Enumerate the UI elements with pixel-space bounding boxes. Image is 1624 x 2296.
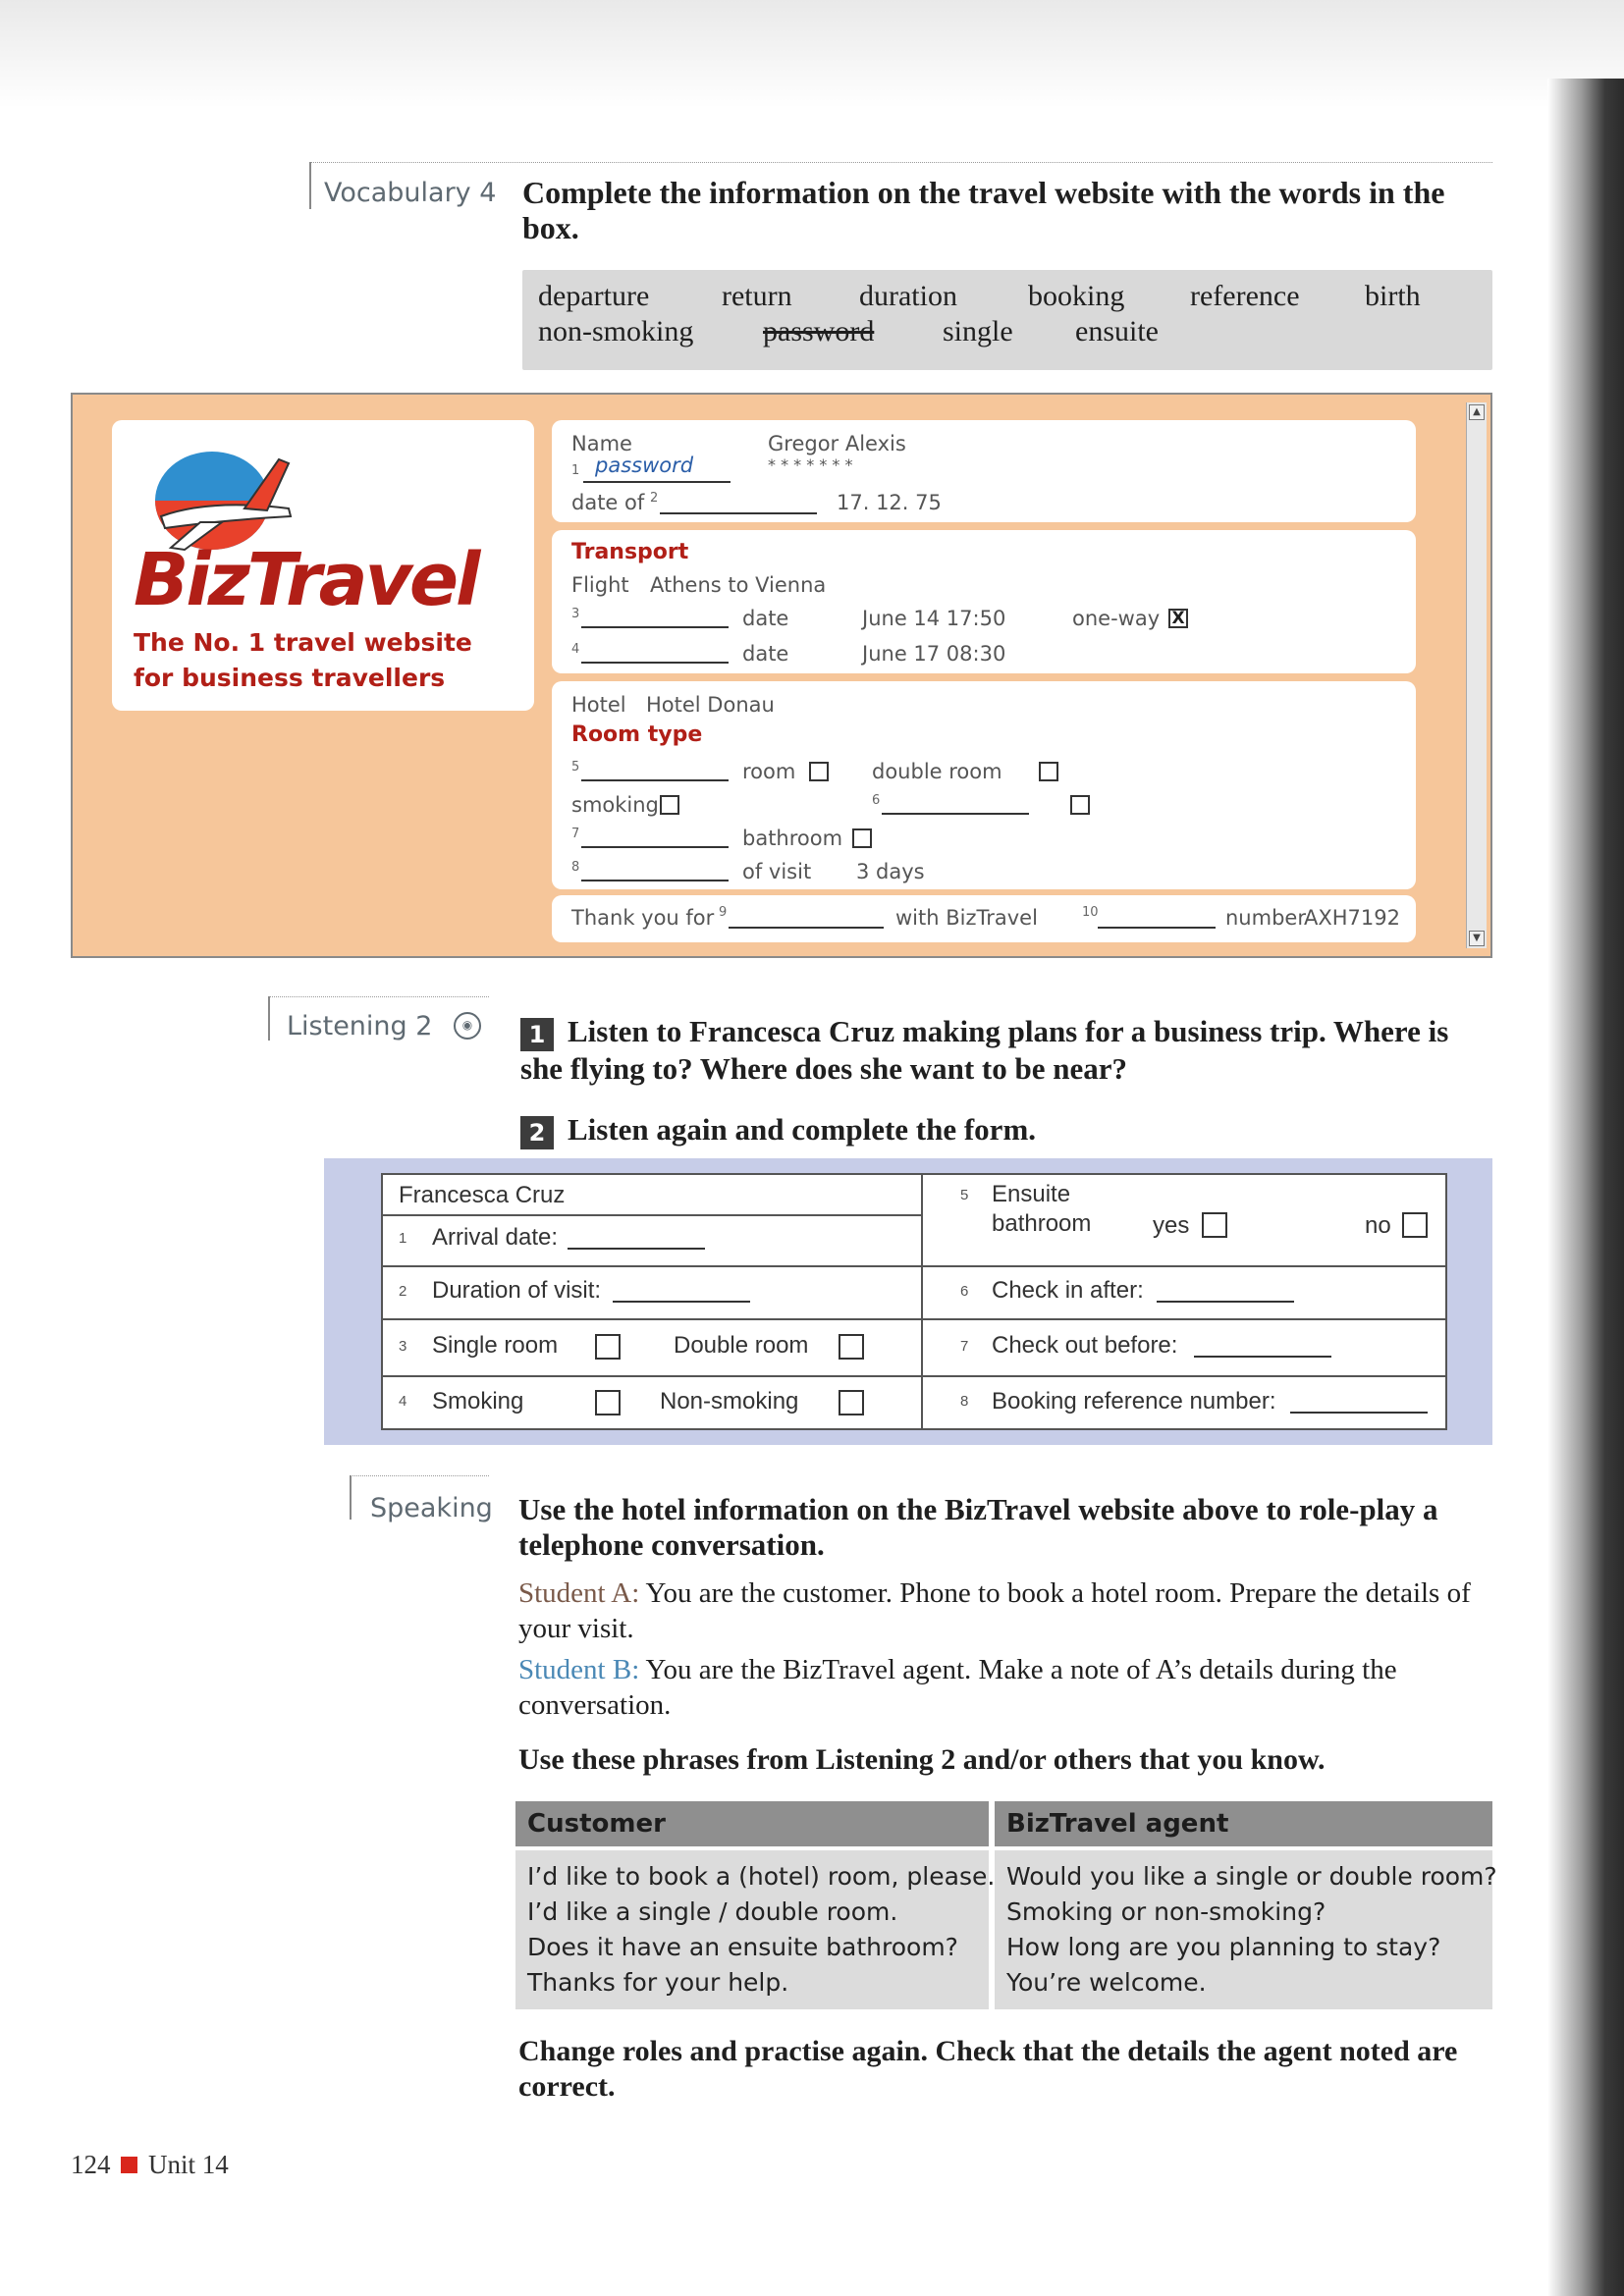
reference-value: AXH7192 — [1304, 906, 1400, 930]
ensuite-yes-checkbox[interactable] — [1202, 1212, 1227, 1238]
check-in-blank[interactable] — [1157, 1301, 1294, 1303]
word-duration: duration — [859, 280, 957, 312]
vocabulary-label: Vocabulary 4 — [324, 178, 497, 208]
student-b-text: You are the BizTravel agent. Make a note of A’s details during the conversation. — [518, 1654, 1397, 1721]
no-label: no — [1365, 1212, 1391, 1239]
listening-form — [381, 1173, 1447, 1430]
task-2-text: Listen again and complete the form. — [568, 1112, 1037, 1147]
word-reference: reference — [1190, 280, 1300, 312]
customer-header: Customer — [527, 1809, 666, 1839]
speaking-label: Speaking — [370, 1493, 493, 1523]
book-spine-shadow — [1547, 79, 1624, 2296]
date-of-label: date of — [571, 491, 645, 514]
answer-line-1 — [583, 481, 731, 483]
listening-task-1 — [520, 1014, 1492, 1087]
name-label: Name — [571, 432, 632, 455]
customer-header-cell — [515, 1801, 989, 1846]
hotel-label: Hotel — [571, 693, 626, 717]
listening-task-2 — [520, 1112, 1492, 1149]
customer-phrase-2: I’d like a single / double room. — [527, 1897, 898, 1926]
answer-line-5[interactable] — [581, 779, 729, 781]
duration-blank[interactable] — [613, 1301, 750, 1303]
thank-you-label: Thank you for — [571, 906, 715, 930]
booking-ref-label: Booking reference number: — [992, 1388, 1276, 1415]
date-value-2: June 17 08:30 — [862, 642, 1006, 666]
vocabulary-rule — [309, 162, 1492, 163]
yes-label: yes — [1153, 1212, 1190, 1239]
agent-phrases-cell — [995, 1850, 1497, 2009]
student-a-text: You are the customer. Phone to book a hotel room. Prepare the details of your visit. — [518, 1577, 1471, 1644]
non-smoking-checkbox[interactable] — [839, 1390, 864, 1415]
bathroom-checkbox[interactable] — [852, 828, 872, 848]
ensuite-no-checkbox[interactable] — [1402, 1212, 1428, 1238]
non-smoking-label: Non-smoking — [660, 1388, 799, 1415]
answer-line-9[interactable] — [729, 927, 884, 929]
customer-phrase-1: I’d like to book a (hotel) room, please. — [527, 1862, 996, 1891]
check-in-label: Check in after: — [992, 1277, 1144, 1304]
page-number: 124 — [71, 2150, 111, 2179]
transport-title: Transport — [571, 540, 689, 564]
answer-line-3[interactable] — [581, 626, 729, 628]
unit-label: Unit 14 — [148, 2150, 229, 2179]
blank-number-4: 4 — [571, 642, 580, 657]
answer-line-7[interactable] — [581, 846, 729, 848]
word-box — [522, 270, 1492, 370]
blank-number-1: 1 — [571, 463, 580, 478]
check-out-label: Check out before: — [992, 1332, 1178, 1359]
check-out-blank[interactable] — [1194, 1356, 1331, 1358]
word-departure: departure — [538, 280, 650, 312]
audio-cd-icon: ◉ — [454, 1012, 481, 1040]
blank-number-10: 10 — [1082, 905, 1099, 920]
agent-header-cell — [995, 1801, 1492, 1846]
scroll-down-arrow-icon[interactable]: ▼ — [1469, 931, 1485, 946]
smoking-checkbox[interactable] — [660, 795, 679, 815]
word-non-smoking: non-smoking — [538, 315, 694, 347]
page-footer — [71, 2150, 229, 2180]
biztravel-website — [71, 393, 1492, 958]
double-room-label: double room — [872, 760, 1002, 783]
bathroom-label: bathroom — [992, 1210, 1092, 1237]
room-label: room — [742, 760, 796, 783]
answer-line-10[interactable] — [1098, 927, 1216, 929]
blank-number-9: 9 — [719, 905, 728, 920]
ensuite-label: Ensuite — [992, 1181, 1071, 1207]
flight-value: Athens to Vienna — [650, 573, 827, 597]
word-birth: birth — [1365, 280, 1421, 312]
student-b-label: Student B: — [518, 1654, 640, 1685]
oneway-label: one-way — [1072, 607, 1161, 630]
agent-phrase-1: Would you like a single or double room? — [1006, 1862, 1497, 1891]
form-line-4 — [383, 1375, 1445, 1377]
name-value: Gregor Alexis — [768, 432, 906, 455]
listening-rule — [268, 996, 489, 997]
answer-line-2[interactable] — [660, 512, 817, 514]
student-a-paragraph — [518, 1575, 1490, 1646]
oneway-checkbox[interactable]: X — [1168, 609, 1188, 628]
tagline-line-2: for business travellers — [134, 664, 446, 692]
scan-top-shadow — [0, 0, 1624, 108]
hotel-value: Hotel Donau — [646, 693, 775, 717]
single-room-checkbox[interactable] — [595, 1334, 621, 1360]
booking-ref-blank[interactable] — [1290, 1412, 1428, 1414]
word-single: single — [943, 315, 1013, 347]
closing-instruction: Change roles and practise again. Check that the details the agent noted are correct. — [518, 2035, 1458, 2103]
room-checkbox[interactable] — [809, 762, 829, 781]
birth-value: 17. 12. 75 — [837, 491, 942, 514]
task-1-text: Listen to Francesca Cruz making plans for a business trip. Where is she flying to? Where does she want to be near? — [520, 1014, 1449, 1086]
smoking-checkbox[interactable] — [595, 1390, 621, 1415]
customer-phrase-3: Does it have an ensuite bathroom? — [527, 1933, 958, 1961]
word-ensuite: ensuite — [1075, 315, 1159, 347]
number-label: number — [1225, 906, 1306, 930]
form-name: Francesca Cruz — [399, 1182, 566, 1208]
double-room-label: Double room — [674, 1332, 809, 1359]
arrival-blank[interactable] — [568, 1248, 705, 1250]
date-value-1: June 14 17:50 — [862, 607, 1006, 630]
answer-1-handwritten: password — [595, 454, 694, 477]
room-type-title: Room type — [571, 722, 703, 747]
date-label-1: date — [742, 607, 789, 630]
biztravel-logo-text: BizTravel — [134, 538, 478, 622]
double-room-checkbox[interactable] — [1039, 762, 1058, 781]
answer-6-checkbox[interactable] — [1070, 795, 1090, 815]
blank-number-8: 8 — [571, 860, 580, 875]
visit-value: 3 days — [856, 860, 925, 883]
flight-label: Flight — [571, 573, 629, 597]
vocabulary-instruction: Complete the information on the travel website with the words in the box. — [522, 175, 1445, 245]
form-line-2 — [383, 1265, 1445, 1267]
customer-phrases-cell — [515, 1850, 996, 2009]
blank-number-6: 6 — [872, 793, 881, 808]
blank-number-7: 7 — [571, 827, 580, 841]
phrases-instruction: Use these phrases from Listening 2 and/or others that you know. — [518, 1743, 1326, 1776]
answer-line-8[interactable] — [581, 880, 729, 881]
answer-line-6[interactable] — [882, 813, 1029, 815]
form-number-5: 5 — [960, 1187, 969, 1203]
form-number-1: 1 — [399, 1230, 407, 1247]
scroll-up-arrow-icon[interactable]: ▲ — [1469, 404, 1485, 420]
word-password: password — [763, 315, 875, 347]
duration-label: Duration of visit: — [432, 1277, 602, 1304]
of-visit-label: of visit — [742, 860, 812, 883]
single-room-label: Single room — [432, 1332, 559, 1359]
blank-number-5: 5 — [571, 760, 580, 774]
form-divider-vertical — [921, 1175, 923, 1428]
form-number-2: 2 — [399, 1283, 407, 1300]
form-number-4: 4 — [399, 1393, 407, 1410]
with-biztravel-label: with BizTravel — [895, 906, 1038, 930]
task-1-number: 1 — [520, 1018, 554, 1051]
customer-phrase-4: Thanks for your help. — [527, 1968, 789, 1997]
form-number-3: 3 — [399, 1338, 407, 1355]
hotel-panel — [552, 681, 1416, 889]
form-number-8: 8 — [960, 1393, 969, 1410]
word-booking: booking — [1028, 280, 1125, 312]
form-line-1 — [383, 1214, 921, 1216]
task-2-number: 2 — [520, 1116, 554, 1149]
smoking-label: smoking — [571, 793, 659, 817]
word-return: return — [722, 280, 792, 312]
logo-panel — [112, 420, 534, 711]
date-label-2: date — [742, 642, 789, 666]
confirmation-panel — [552, 895, 1416, 942]
blank-number-3: 3 — [571, 607, 580, 621]
speaking-bar — [350, 1475, 352, 1520]
listening-label: Listening 2 — [287, 1011, 433, 1041]
speaking-instruction: Use the hotel information on the BizTravel website above to role-play a telephone conversation. — [518, 1492, 1438, 1562]
student-b-paragraph — [518, 1652, 1490, 1723]
agent-phrase-2: Smoking or non-smoking? — [1006, 1897, 1326, 1926]
bathroom-label: bathroom — [742, 827, 843, 850]
listening-bar — [268, 996, 270, 1041]
password-stars: * * * * * * * — [768, 455, 853, 474]
arrival-label: Arrival date: — [432, 1224, 559, 1251]
blank-number-2: 2 — [650, 491, 659, 506]
answer-line-4[interactable] — [581, 662, 729, 664]
agent-phrase-4: You’re welcome. — [1006, 1968, 1207, 1997]
agent-phrase-3: How long are you planning to stay? — [1006, 1933, 1441, 1961]
form-number-6: 6 — [960, 1283, 969, 1300]
vocabulary-bar — [309, 162, 311, 209]
agent-header: BizTravel agent — [1006, 1809, 1229, 1839]
tagline-line-1: The No. 1 travel website — [134, 628, 472, 657]
form-number-7: 7 — [960, 1338, 969, 1355]
double-room-checkbox[interactable] — [839, 1334, 864, 1360]
speaking-rule — [350, 1475, 489, 1476]
scrollbar[interactable] — [1466, 402, 1487, 948]
form-line-3 — [383, 1318, 1445, 1320]
student-a-label: Student A: — [518, 1577, 640, 1609]
transport-panel — [552, 530, 1416, 673]
footer-square-icon — [121, 2157, 137, 2173]
smoking-label: Smoking — [432, 1388, 524, 1415]
personal-details-panel — [552, 420, 1416, 522]
